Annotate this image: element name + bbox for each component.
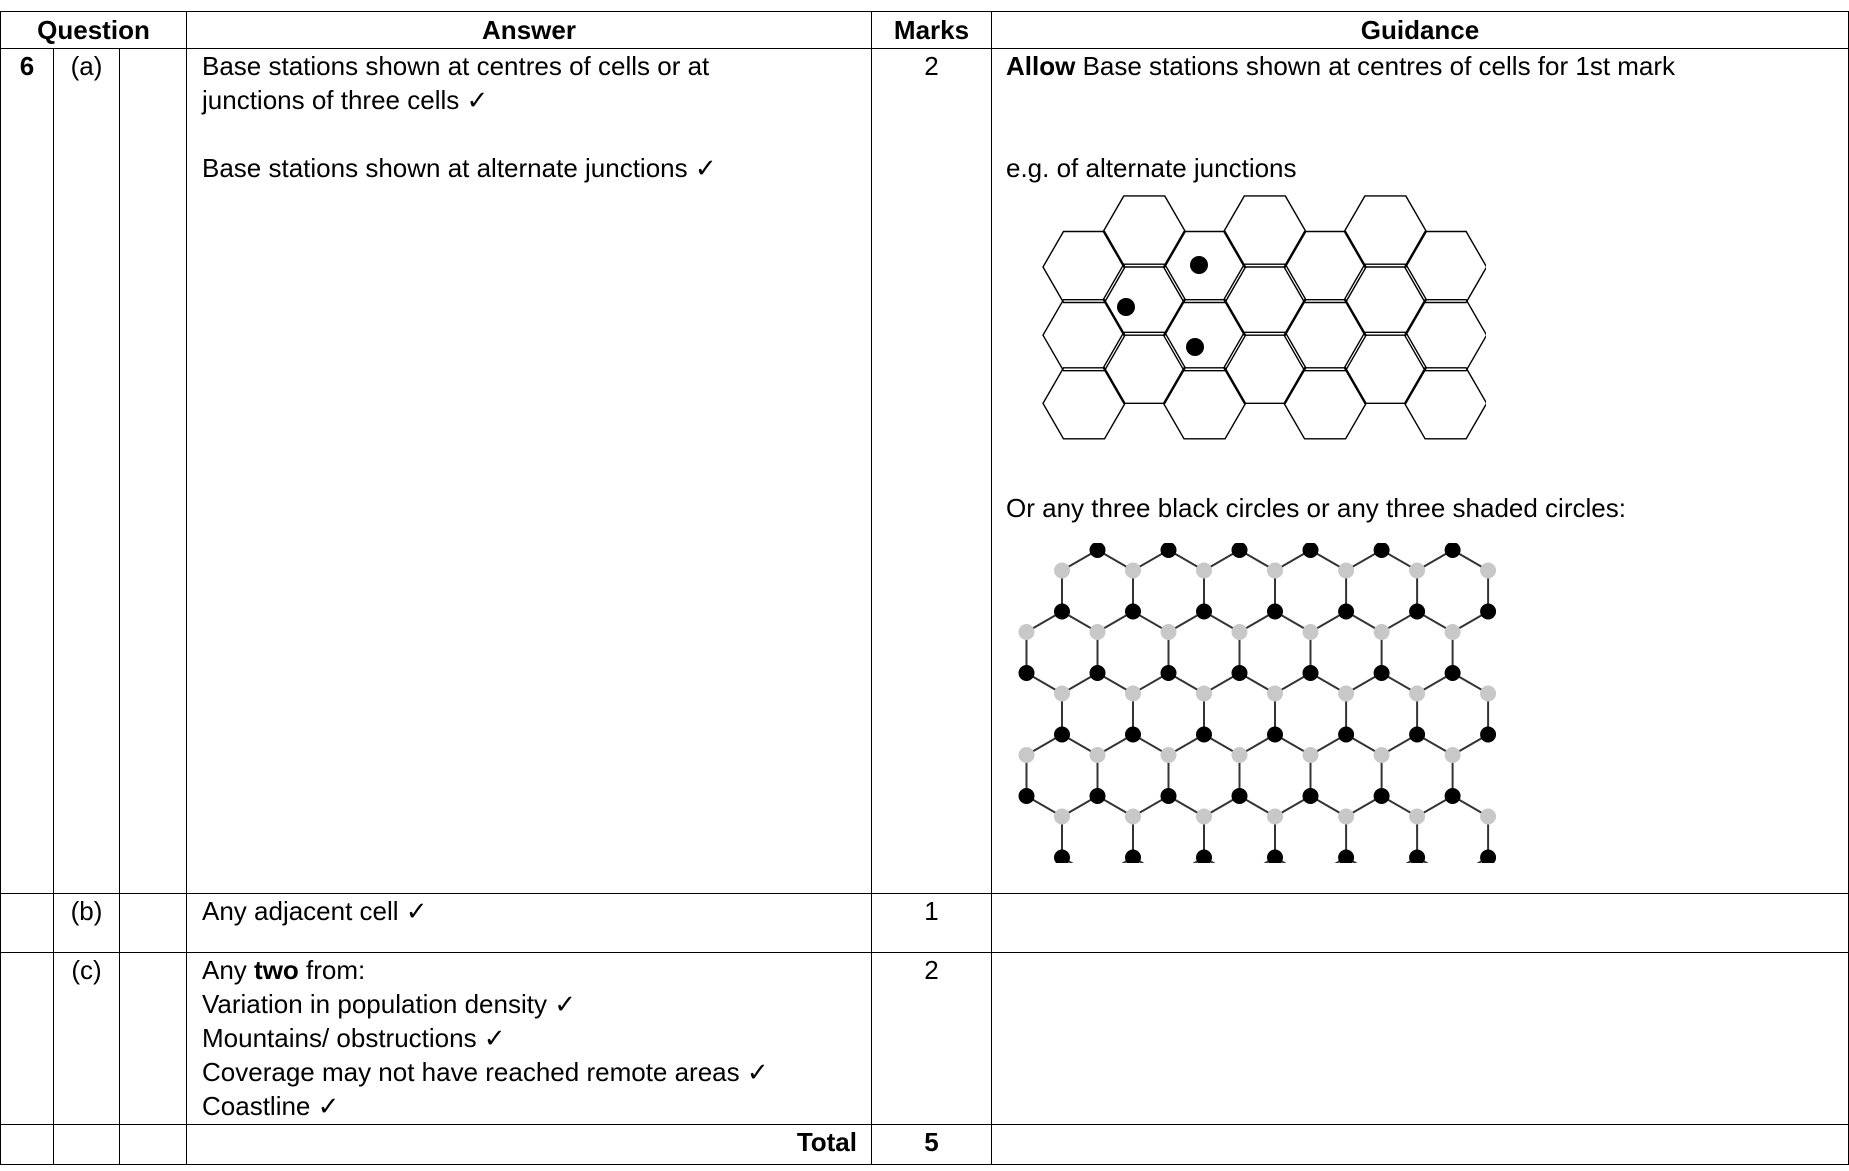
row-6c bbox=[1, 953, 1849, 1125]
black-circle bbox=[1267, 604, 1283, 620]
marks-c: 2 bbox=[872, 953, 992, 1125]
shaded-circle bbox=[1232, 747, 1248, 763]
black-circle bbox=[1090, 543, 1106, 558]
shaded-circle bbox=[1409, 686, 1425, 702]
hex-grid-circles bbox=[1006, 543, 1496, 863]
answer-a-line1: Base stations shown at centres of cells or at bbox=[202, 51, 710, 81]
black-circle bbox=[1232, 543, 1248, 558]
hex-cell bbox=[1043, 231, 1125, 302]
black-circle bbox=[1480, 850, 1496, 864]
answer-cell-c bbox=[187, 953, 872, 1125]
black-circle bbox=[1374, 788, 1390, 804]
shaded-circle bbox=[1054, 809, 1070, 825]
marks-b: 1 bbox=[872, 894, 992, 953]
shaded-circle bbox=[1161, 747, 1177, 763]
shaded-circle bbox=[1090, 624, 1106, 640]
guidance-header: Guidance bbox=[992, 12, 1849, 49]
shaded-circle bbox=[1480, 809, 1496, 825]
answer-c-item: Coastline ✓ bbox=[202, 1091, 340, 1121]
question-part-c: (c) bbox=[54, 953, 120, 1125]
question-part-b: (b) bbox=[54, 894, 120, 953]
shaded-circle bbox=[1125, 686, 1141, 702]
hex-cell bbox=[1164, 368, 1246, 439]
answer-cell-a bbox=[187, 49, 872, 894]
answer-c-intro bbox=[202, 953, 863, 987]
shaded-circle bbox=[1054, 686, 1070, 702]
shaded-circle bbox=[1303, 624, 1319, 640]
hex-cell bbox=[1224, 332, 1306, 403]
shaded-circle bbox=[1338, 686, 1354, 702]
guidance-allow-bold: Allow bbox=[1006, 51, 1076, 81]
black-circle bbox=[1161, 665, 1177, 681]
shaded-circle bbox=[1019, 624, 1035, 640]
total-empty-2 bbox=[54, 1125, 120, 1165]
shaded-circle bbox=[1480, 563, 1496, 579]
black-circle bbox=[1125, 850, 1141, 864]
base-station-dot bbox=[1190, 256, 1208, 274]
row-total bbox=[1, 1125, 1849, 1165]
answer-c-item: Coverage may not have reached remote areas ✓ bbox=[202, 1057, 769, 1087]
question-part-a: (a) bbox=[54, 49, 120, 894]
hex-cell bbox=[1284, 231, 1366, 302]
black-circle bbox=[1445, 543, 1461, 558]
black-circle bbox=[1303, 665, 1319, 681]
base-station-dot bbox=[1117, 298, 1135, 316]
hex-cell bbox=[1284, 368, 1366, 439]
black-circle bbox=[1196, 850, 1212, 864]
black-circle bbox=[1409, 850, 1425, 864]
black-circle bbox=[1374, 665, 1390, 681]
row-6a bbox=[1, 49, 1849, 894]
hex-cell bbox=[1405, 300, 1486, 371]
black-circle bbox=[1019, 665, 1035, 681]
hex-cell bbox=[1224, 196, 1306, 267]
black-circle bbox=[1445, 665, 1461, 681]
total-empty-1 bbox=[1, 1125, 54, 1165]
black-circle bbox=[1409, 727, 1425, 743]
black-circle bbox=[1054, 604, 1070, 620]
guidance-allow-line bbox=[1006, 49, 1848, 83]
marks-header: Marks bbox=[872, 12, 992, 49]
shaded-circle bbox=[1409, 563, 1425, 579]
hex-cell bbox=[1043, 368, 1125, 439]
shaded-circle bbox=[1338, 809, 1354, 825]
black-circle bbox=[1267, 727, 1283, 743]
black-circle bbox=[1161, 788, 1177, 804]
hex-cell bbox=[1405, 368, 1486, 439]
header-row bbox=[1, 12, 1849, 49]
shaded-circle bbox=[1338, 563, 1354, 579]
black-circle bbox=[1303, 788, 1319, 804]
black-circle bbox=[1196, 727, 1212, 743]
hex-cell bbox=[1103, 332, 1185, 403]
question-number: 6 bbox=[1, 49, 54, 894]
total-value: 5 bbox=[872, 1125, 992, 1165]
total-empty-3 bbox=[120, 1125, 187, 1165]
answer-c-bold: two bbox=[254, 955, 299, 985]
shaded-circle bbox=[1374, 624, 1390, 640]
black-circle bbox=[1125, 604, 1141, 620]
answer-c-item: Variation in population density ✓ bbox=[202, 989, 576, 1019]
hex-cell bbox=[1103, 264, 1185, 335]
shaded-circle bbox=[1445, 624, 1461, 640]
row-6b bbox=[1, 894, 1849, 953]
total-guidance-empty bbox=[992, 1125, 1849, 1165]
black-circle bbox=[1303, 543, 1319, 558]
answer-c-prefix: Any bbox=[202, 955, 255, 985]
shaded-circle bbox=[1019, 747, 1035, 763]
black-circle bbox=[1019, 788, 1035, 804]
hex-cell bbox=[1224, 264, 1306, 335]
answer-c-item: Mountains/ obstructions ✓ bbox=[202, 1023, 506, 1053]
black-circle bbox=[1161, 543, 1177, 558]
shaded-circle bbox=[1374, 747, 1390, 763]
black-circle bbox=[1054, 850, 1070, 864]
hex-cell bbox=[1103, 196, 1185, 267]
black-circle bbox=[1409, 604, 1425, 620]
total-label: Total bbox=[187, 1125, 872, 1165]
question-subpart-empty-c bbox=[120, 953, 187, 1125]
base-station-dot bbox=[1186, 338, 1204, 356]
hex-cell bbox=[1043, 300, 1125, 371]
hex-grid-outline bbox=[1006, 189, 1486, 479]
question-number-empty-b bbox=[1, 894, 54, 953]
shaded-circle bbox=[1125, 809, 1141, 825]
shaded-circle bbox=[1196, 563, 1212, 579]
black-circle bbox=[1196, 604, 1212, 620]
question-subpart-empty-b bbox=[120, 894, 187, 953]
black-circle bbox=[1090, 788, 1106, 804]
black-circle bbox=[1445, 788, 1461, 804]
alternate-junctions-diagram bbox=[1006, 189, 1848, 487]
hex-cell bbox=[1344, 196, 1426, 267]
black-circle bbox=[1232, 788, 1248, 804]
hex-cell bbox=[1344, 332, 1426, 403]
shaded-circle bbox=[1267, 563, 1283, 579]
black-circle bbox=[1125, 727, 1141, 743]
guidance-allow-text: Base stations shown at centres of cells for 1st mark bbox=[1075, 51, 1676, 81]
marks-a: 2 bbox=[872, 49, 992, 894]
answer-cell-b: Any adjacent cell ✓ bbox=[187, 894, 872, 953]
question-subpart-empty bbox=[120, 49, 187, 894]
question-number-empty-c bbox=[1, 953, 54, 1125]
hex-cell bbox=[1405, 231, 1486, 302]
mark-scheme-table bbox=[0, 11, 1849, 1165]
shaded-circle bbox=[1161, 624, 1177, 640]
question-header: Question bbox=[1, 12, 187, 49]
black-circle bbox=[1480, 727, 1496, 743]
hex-cell bbox=[1164, 300, 1246, 371]
black-circle bbox=[1338, 850, 1354, 864]
shaded-circle bbox=[1409, 809, 1425, 825]
answer-a-line3: Base stations shown at alternate junctions ✓ bbox=[202, 153, 717, 183]
shaded-circle bbox=[1232, 624, 1248, 640]
guidance-cell-c bbox=[992, 953, 1849, 1125]
shaded-circle bbox=[1303, 747, 1319, 763]
guidance-or-text: Or any three black circles or any three shaded circles: bbox=[1006, 493, 1626, 523]
black-circle bbox=[1480, 604, 1496, 620]
shaded-circle bbox=[1196, 686, 1212, 702]
black-circle bbox=[1374, 543, 1390, 558]
shaded-circle bbox=[1267, 809, 1283, 825]
black-circle bbox=[1232, 665, 1248, 681]
black-circle bbox=[1338, 604, 1354, 620]
shaded-circle bbox=[1196, 809, 1212, 825]
guidance-cell-a bbox=[992, 49, 1849, 894]
shaded-circle bbox=[1125, 563, 1141, 579]
hex-cell bbox=[1284, 300, 1366, 371]
guidance-cell-b bbox=[992, 894, 1849, 953]
black-circle bbox=[1267, 850, 1283, 864]
shaded-circle bbox=[1480, 686, 1496, 702]
shaded-circle bbox=[1267, 686, 1283, 702]
shaded-circle bbox=[1445, 747, 1461, 763]
guidance-eg-text: e.g. of alternate junctions bbox=[1006, 153, 1297, 183]
black-circle bbox=[1090, 665, 1106, 681]
answer-a-line2: junctions of three cells ✓ bbox=[202, 85, 489, 115]
black-circle bbox=[1054, 727, 1070, 743]
hex-cell bbox=[1344, 264, 1426, 335]
circles-diagram bbox=[1006, 543, 1848, 871]
black-circle bbox=[1338, 727, 1354, 743]
shaded-circle bbox=[1090, 747, 1106, 763]
shaded-circle bbox=[1054, 563, 1070, 579]
answer-header: Answer bbox=[187, 12, 872, 49]
answer-c-suffix: from: bbox=[298, 955, 366, 985]
